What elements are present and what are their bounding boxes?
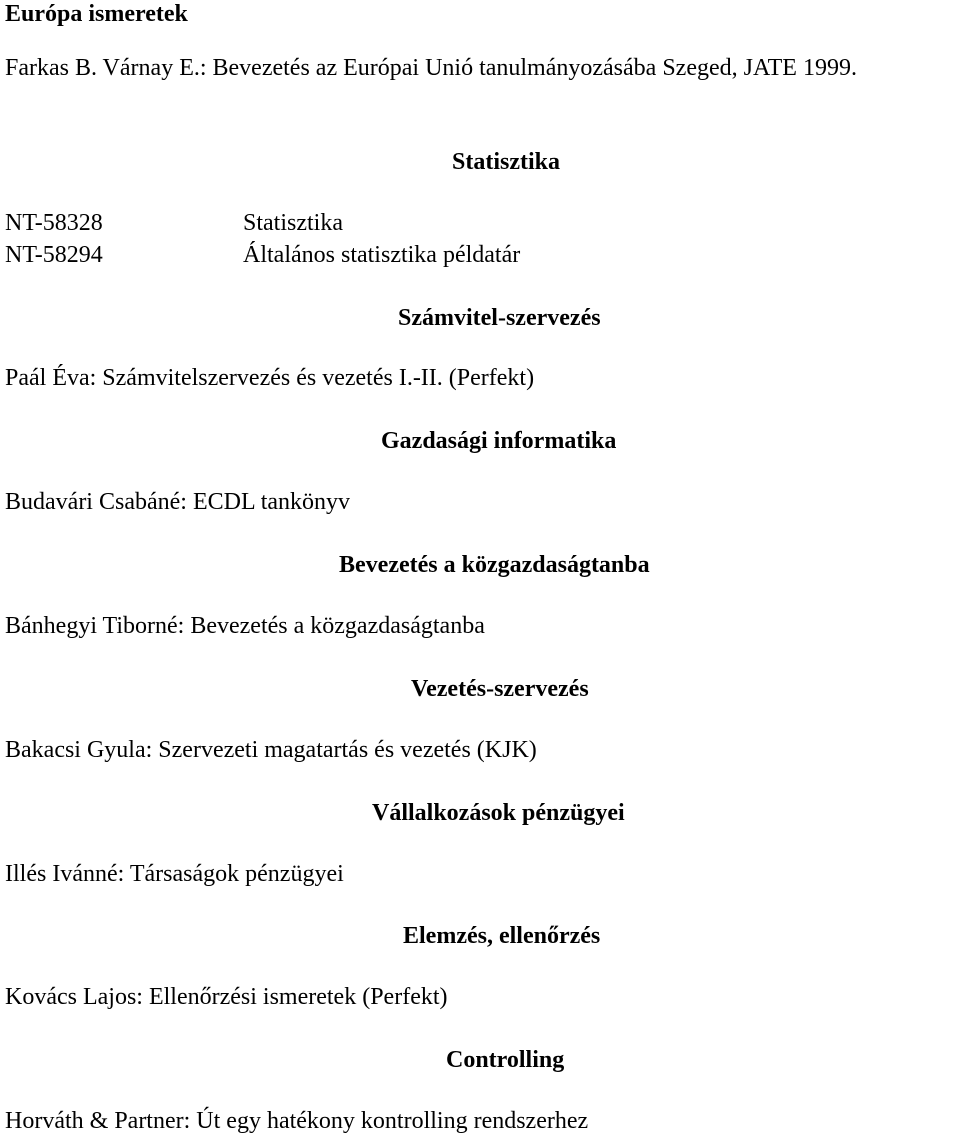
reference-kozgazdasagtan: Bánhegyi Tiborné: Bevezetés a közgazdaságtanba	[5, 613, 485, 639]
reference-szamvitel: Paál Éva: Számvitelszervezés és vezetés I.-II. (Perfekt)	[5, 365, 535, 391]
section-heading-gazdasagi-informatika: Gazdasági informatika	[381, 428, 617, 454]
reference-elemzes: Kovács Lajos: Ellenőrzési ismeretek (Perfekt)	[5, 984, 448, 1010]
section-heading-szamvitel: Számvitel-szervezés	[398, 305, 601, 331]
section-title-europa: Európa ismeretek	[5, 1, 188, 27]
reference-gazdasagi-informatika: Budavári Csabáné: ECDL tankönyv	[5, 489, 351, 515]
reference-europa: Farkas B. Várnay E.: Bevezetés az Európai Unió tanulmányozásába Szeged, JATE 1999.	[5, 55, 857, 81]
section-heading-kozgazdasagtan: Bevezetés a közgazdaságtanba	[339, 552, 650, 578]
item-code: NT-58294	[5, 242, 103, 268]
item-title: Statisztika	[243, 210, 343, 236]
section-heading-penzugyek: Vállalkozások pénzügyei	[372, 800, 625, 826]
section-heading-statisztika: Statisztika	[452, 149, 560, 175]
section-heading-vezetes: Vezetés-szervezés	[411, 676, 589, 702]
reference-controlling: Horváth & Partner: Út egy hatékony kontrolling rendszerhez	[5, 1108, 589, 1134]
section-heading-controlling: Controlling	[446, 1047, 565, 1073]
item-code: NT-58328	[5, 210, 103, 236]
section-heading-elemzes: Elemzés, ellenőrzés	[403, 923, 601, 949]
reference-penzugyek: Illés Ivánné: Társaságok pénzügyei	[5, 861, 344, 887]
item-title: Általános statisztika példatár	[243, 242, 521, 268]
reference-vezetes: Bakacsi Gyula: Szervezeti magatartás és vezetés (KJK)	[5, 737, 537, 763]
